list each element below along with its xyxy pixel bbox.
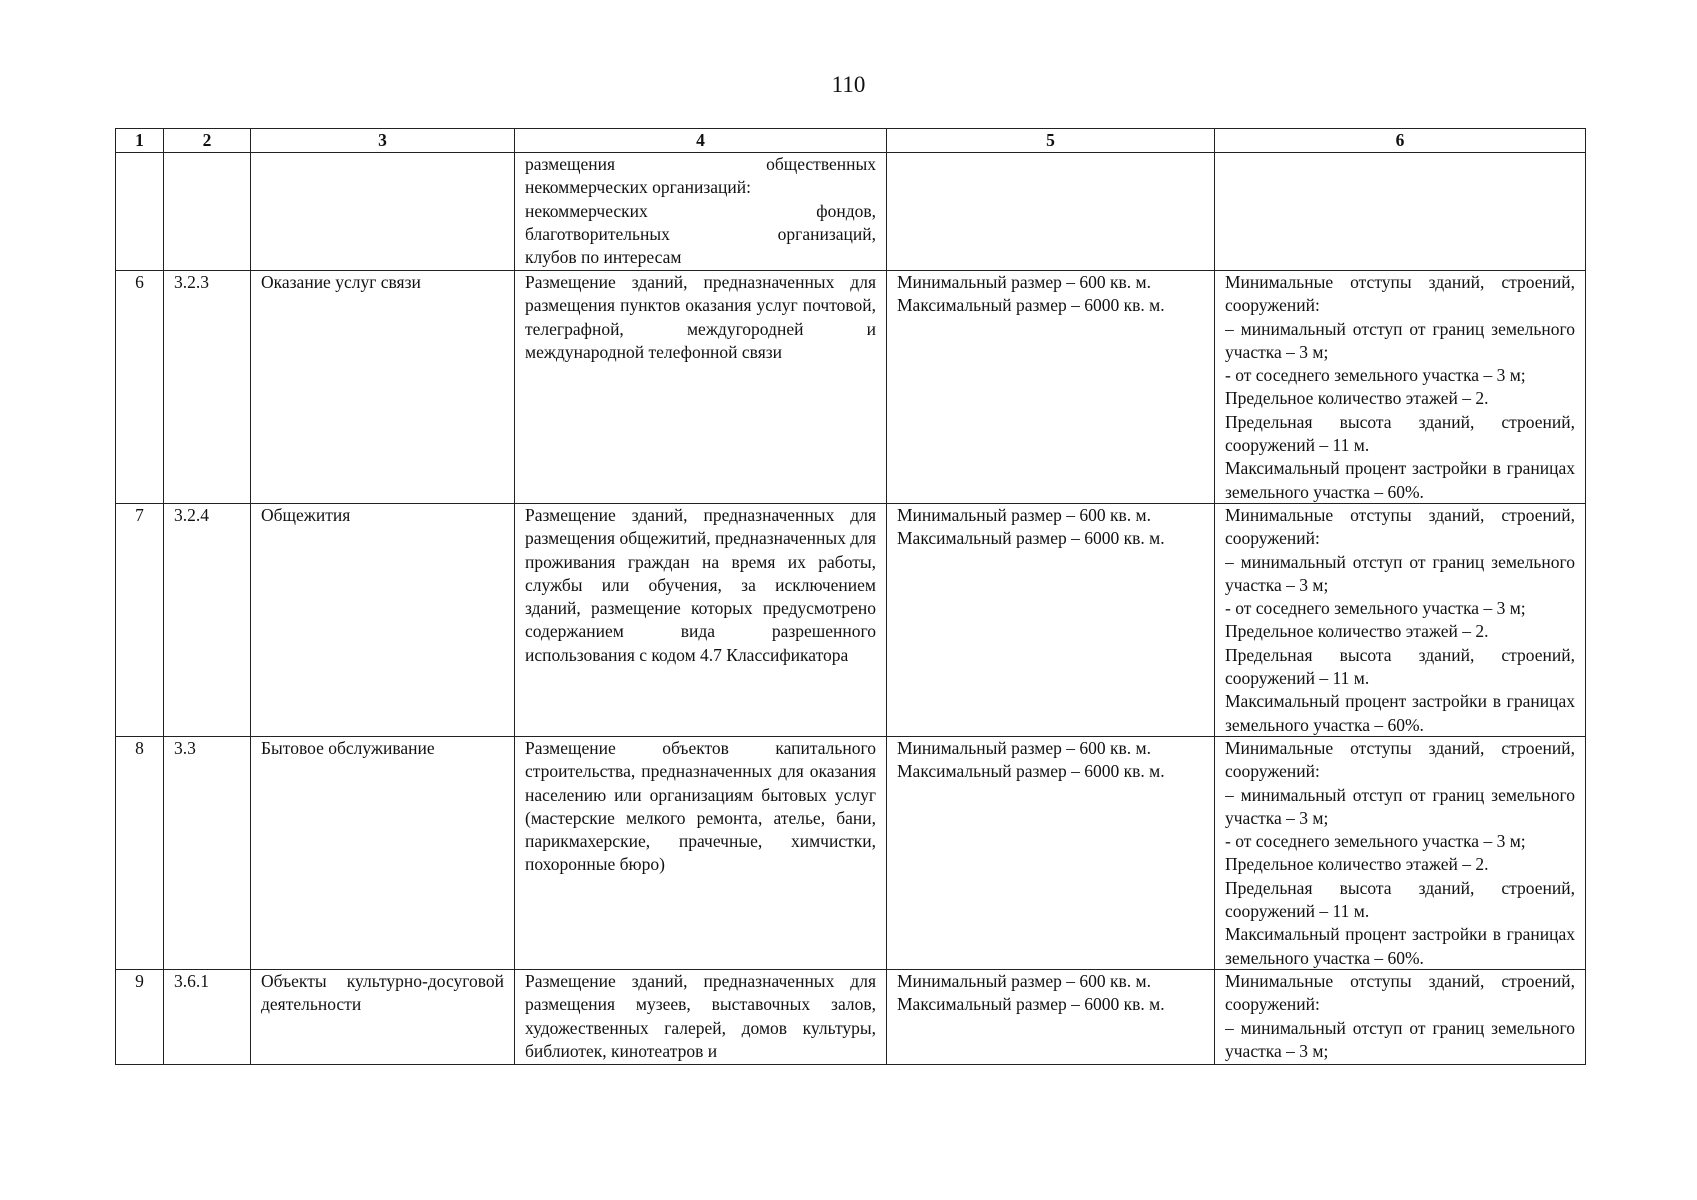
param-line: Минимальные отступы зданий, строений, сооружений: <box>1225 272 1575 316</box>
row-name: Объекты культурно-досуговой деятельности <box>261 971 504 1015</box>
cell-description <box>515 504 887 737</box>
size-line: Максимальный размер – 6000 кв. м. <box>897 761 1165 782</box>
params-wrap <box>1225 970 1575 1063</box>
param-line: – минимальный отступ от границ земельного участка – 3 м; <box>1225 318 1575 362</box>
cell-params <box>1215 271 1586 504</box>
cell-params <box>1215 504 1586 737</box>
cell-description <box>515 153 887 271</box>
params-wrap <box>1225 271 1575 502</box>
row-number: 7 <box>135 505 144 525</box>
param-line: Предельная высота зданий, строений, сооружений – 11 м. <box>1225 411 1575 456</box>
param-line: Минимальные отступы зданий, строений, сооружений: <box>1225 505 1575 549</box>
row-description: Размещение объектов капитального строительства, предназначенных для оказания населению или организациям бытовых услуг (мастерские мелкого ремонта, ателье, бани, парикмахерские, прачечные, химчистки, похоронные бюро) <box>525 738 876 875</box>
param-line: - от соседнего земельного участка – 3 м; <box>1225 598 1526 619</box>
header-col-5: 5 <box>887 129 1215 153</box>
param-line: Предельное количество этажей – 2. <box>1225 388 1489 409</box>
size-line: Минимальный размер – 600 кв. м. <box>897 505 1151 525</box>
table-row <box>116 970 1586 1065</box>
cell-params <box>1215 970 1586 1065</box>
size-line: Максимальный размер – 6000 кв. м. <box>897 295 1165 316</box>
cell-description <box>515 970 887 1065</box>
row-description: Размещение зданий, предназначенных для размещения пунктов оказания услуг почтовой, телеграфной, междугородней и международной телефонной связи <box>525 272 876 362</box>
cell-size <box>887 737 1215 970</box>
cell-description <box>515 271 887 504</box>
size-line: Максимальный размер – 6000 кв. м. <box>897 528 1165 549</box>
param-line: Максимальный процент застройки в границах земельного участка – 60%. <box>1225 458 1575 502</box>
description-line: клубов по интересам <box>525 247 682 268</box>
param-line: Предельная высота зданий, строений, сооружений – 11 м. <box>1225 877 1575 922</box>
params-wrap <box>1225 737 1575 968</box>
cell-name <box>251 504 515 737</box>
param-line: Минимальные отступы зданий, строений, сооружений: <box>1225 971 1575 1015</box>
param-line: Максимальный процент застройки в границах земельного участка – 60%. <box>1225 924 1575 968</box>
param-line: - от соседнего земельного участка – 3 м; <box>1225 365 1526 386</box>
cell-params <box>1215 737 1586 970</box>
cell-code <box>164 737 251 970</box>
cell-num <box>116 970 164 1065</box>
cell-num <box>116 271 164 504</box>
param-line: Предельная высота зданий, строений, сооружений – 11 м. <box>1225 644 1575 689</box>
size-line: Минимальный размер – 600 кв. м. <box>897 272 1151 292</box>
cell-description <box>515 737 887 970</box>
table-row <box>116 271 1586 504</box>
cell-params <box>1215 153 1586 271</box>
header-col-1: 1 <box>116 129 164 153</box>
description-line: некоммерческих организаций: <box>525 177 751 198</box>
row-number: 8 <box>135 738 144 758</box>
param-line: – минимальный отступ от границ земельного участка – 3 м; <box>1225 1017 1575 1061</box>
cell-size <box>887 970 1215 1065</box>
cell-size <box>887 271 1215 504</box>
cell-code <box>164 504 251 737</box>
size-line: Максимальный размер – 6000 кв. м. <box>897 994 1165 1015</box>
description-line: размещения общественных <box>525 154 876 174</box>
row-number: 6 <box>135 272 144 292</box>
continuation-row <box>116 153 1586 271</box>
header-col-3: 3 <box>251 129 515 153</box>
cell-code <box>164 271 251 504</box>
description-line: некоммерческих фондов, <box>525 200 876 221</box>
param-line: - от соседнего земельного участка – 3 м; <box>1225 831 1526 852</box>
cell-name <box>251 737 515 970</box>
row-code: 3.6.1 <box>174 971 209 991</box>
param-line: Предельное количество этажей – 2. <box>1225 854 1489 875</box>
cell-num <box>116 737 164 970</box>
param-line: – минимальный отступ от границ земельного участка – 3 м; <box>1225 551 1575 595</box>
param-line: – минимальный отступ от границ земельного участка – 3 м; <box>1225 784 1575 828</box>
header-col-6: 6 <box>1215 129 1586 153</box>
cell-num <box>116 153 164 271</box>
row-name: Оказание услуг связи <box>261 272 421 292</box>
param-line: Предельное количество этажей – 2. <box>1225 621 1489 642</box>
cell-name <box>251 271 515 504</box>
header-col-2: 2 <box>164 129 251 153</box>
header-col-4: 4 <box>515 129 887 153</box>
row-code: 3.2.4 <box>174 505 209 525</box>
row-code: 3.2.3 <box>174 272 209 292</box>
param-line: Минимальные отступы зданий, строений, сооружений: <box>1225 738 1575 782</box>
params-wrap <box>1225 504 1575 735</box>
page-number: 110 <box>831 72 866 97</box>
cell-name <box>251 153 515 271</box>
cell-code <box>164 970 251 1065</box>
land-use-table <box>115 128 1586 1065</box>
row-description: Размещение зданий, предназначенных для размещения общежитий, предназначенных для проживания граждан на время их работы, службы или обучения, за исключением зданий, размещение которых предусмотрено содержанием вида разрешенного использования с кодом 4.7 Классификатора <box>525 505 876 665</box>
cell-size <box>887 504 1215 737</box>
table-row <box>116 504 1586 737</box>
row-number: 9 <box>135 971 144 991</box>
cell-size <box>887 153 1215 271</box>
row-code: 3.3 <box>174 738 196 758</box>
row-name: Бытовое обслуживание <box>261 738 435 758</box>
size-line: Минимальный размер – 600 кв. м. <box>897 971 1151 991</box>
row-description: Размещение зданий, предназначенных для размещения музеев, выставочных залов, художественных галерей, домов культуры, библиотек, кинотеатров и <box>525 971 876 1061</box>
cell-name <box>251 970 515 1065</box>
row-name: Общежития <box>261 505 351 525</box>
cell-code <box>164 153 251 271</box>
param-line: Максимальный процент застройки в границах земельного участка – 60%. <box>1225 691 1575 735</box>
size-line: Минимальный размер – 600 кв. м. <box>897 738 1151 758</box>
table-row <box>116 737 1586 970</box>
cell-num <box>116 504 164 737</box>
header-row <box>116 129 1586 153</box>
description-line: благотворительных организаций, <box>525 223 876 244</box>
